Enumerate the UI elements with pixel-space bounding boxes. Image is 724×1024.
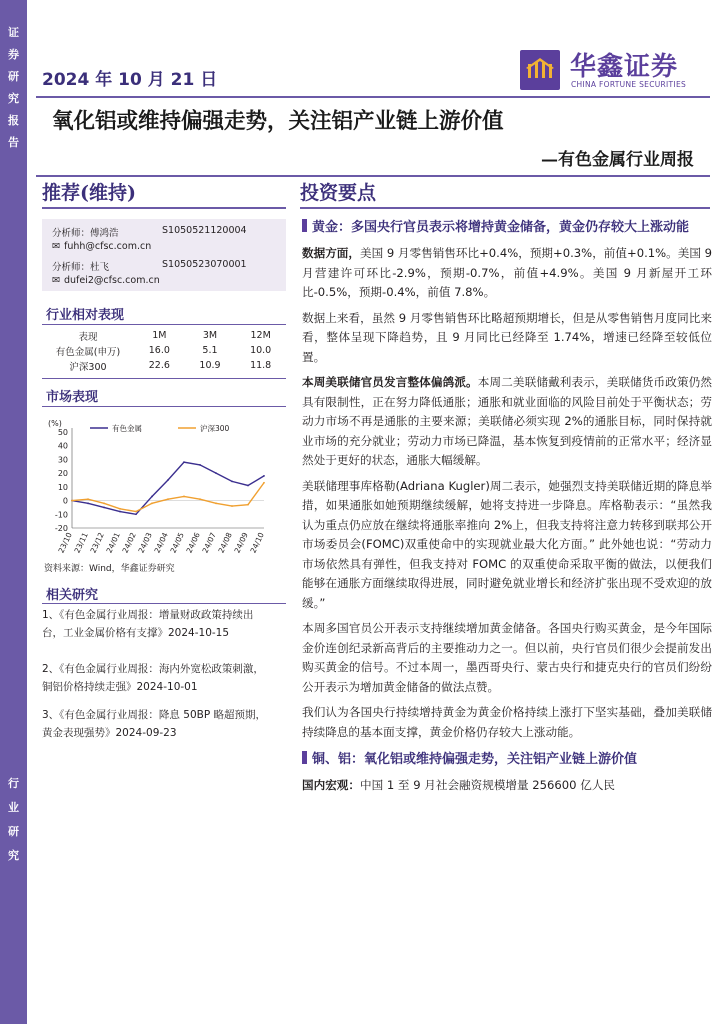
sidebar-char: 业 [8, 801, 19, 814]
related-item[interactable]: 3、《有色金属行业周报：降息 50BP 略超预期，黄金表现强势》2024-09-23 [42, 709, 267, 739]
y-tick-label: 0 [62, 496, 68, 506]
sidebar-label-top [5, 22, 22, 154]
x-tick-label: 23/11 [72, 531, 90, 555]
section-heading-gold: 黄金：多国央行官员表示将增持黄金储备，黄金仍存较大上涨动能 [302, 218, 712, 238]
heading-bar-icon [302, 751, 307, 764]
table-header-cell: 12M [250, 330, 271, 341]
data-point [119, 511, 121, 513]
data-point [167, 479, 169, 481]
sidebar-label-bottom [5, 772, 22, 868]
performance-table [42, 328, 286, 373]
company-name: 华鑫证券 [570, 52, 679, 82]
email-icon: ✉ [52, 241, 60, 252]
data-point [183, 496, 185, 498]
table-cell: 22.6 [148, 360, 170, 371]
data-point [231, 480, 233, 482]
section-gold [302, 218, 712, 796]
market-title: 市场表现 [46, 390, 99, 405]
data-point [167, 498, 169, 500]
x-tick-label: 23/12 [88, 531, 106, 555]
y-axis-label: (%) [48, 419, 62, 428]
analyst-name: 分析师：傅鸿浩 [52, 228, 119, 239]
sidebar-char: 研 [8, 825, 19, 838]
sidebar-char: 报 [8, 114, 19, 127]
x-tick-label: 24/09 [232, 531, 250, 555]
paragraph: 本周美联储官员发言整体偏鸽派。本周二美联储戴利表示，美联储货币政策仍然具有限制性，正在努力降低通胀；通胀和就业面临的风险目前处于平衡状态；劳动力市场不再是通胀的主要来源；美联储必须实现 2%的通胀目标，同时保持就业市场的充分就业；劳动力市场已降温，基本恢复到疫情前的正常水平；经济显然处于更好的状态，通胀大幅缓解。 [302, 375, 712, 467]
legend-label: 有色金属 [112, 424, 142, 433]
table-header-cell: 1M [152, 330, 167, 341]
y-tick-label: 30 [57, 455, 68, 465]
data-point [215, 472, 217, 474]
table-header-row [42, 328, 286, 343]
analyst-box [42, 219, 286, 291]
table-bottom-rule [42, 378, 286, 379]
x-tick-label: 24/04 [152, 531, 170, 555]
y-tick-label: 10 [57, 482, 68, 492]
table-cell: 11.8 [250, 360, 272, 371]
sidebar-char: 告 [8, 136, 19, 149]
data-point [71, 500, 73, 502]
data-point [103, 502, 105, 504]
data-point [135, 513, 137, 515]
data-point [151, 502, 153, 504]
report-subtitle: —有色金属行业周报 [541, 150, 694, 170]
company-name-en: CHINA FORTUNE SECURITIES [571, 80, 687, 89]
table-cell: 10.0 [250, 345, 272, 356]
heading-bar-icon [302, 219, 307, 232]
table-cell: 有色金属(申万) [55, 346, 121, 358]
table-cell: 沪深300 [69, 361, 107, 373]
market-divider [42, 406, 286, 407]
x-tick-label: 23/10 [56, 531, 74, 555]
analyst-id: S1050523070001 [162, 259, 247, 270]
email-icon: ✉ [52, 275, 60, 286]
table-row [42, 343, 286, 358]
analyst-email[interactable]: fuhh@cfsc.com.cn [64, 241, 152, 252]
sidebar-char: 证 [8, 26, 19, 39]
rating: 推荐(维持) [42, 182, 136, 204]
data-point [263, 475, 265, 477]
table-header-cell: 表现 [78, 331, 98, 343]
data-point [87, 498, 89, 500]
performance-title: 行业相对表现 [46, 308, 125, 323]
x-tick-label: 24/01 [104, 531, 122, 555]
table-cell: 5.1 [202, 345, 218, 356]
data-point [119, 508, 121, 510]
investment-highlights-underline [300, 207, 710, 209]
data-point [199, 498, 201, 500]
x-tick-label: 24/08 [216, 531, 234, 555]
company-logo-icon [520, 50, 560, 90]
related-title: 相关研究 [46, 588, 99, 603]
data-point [103, 507, 105, 509]
related-item[interactable]: 2、《有色金属行业周报：海内外宽松政策刺激，铜铝价格持续走强》2024-10-01 [42, 663, 264, 693]
sidebar-char: 究 [8, 849, 19, 862]
related-item[interactable]: 1、《有色金属行业周报：增量财政政策持续出台，工业金属价格有支撑》2024-10-15 [42, 609, 254, 639]
y-tick-label: -20 [54, 524, 68, 533]
table-header-cell: 3M [202, 330, 218, 341]
y-tick-label: 50 [57, 428, 68, 437]
paragraph: 美联储理事库格勒(Adriana Kugler)周二表示，她强烈支持美联储近期的降息举措，如果通胀如她预期继续缓解，她将支持进一步降息。库格勒表示：“虽然我认为重点仍应放在继续将通胀率推向 2%上，但我支持将注意力转移到联邦公开市场委员会(FOMC)双重使命中的实现就业最大化方面。” 此外她也说：“劳动力市场依然具有弹性，但我支持对 FOMC 的双重使命采取平衡的做法，以便我们能够在通胀方面继续取得进展，同时避免就业增长和经济扩张出现不受欢迎的放缓。” [302, 478, 712, 610]
investment-highlights-title: 投资要点 [300, 182, 377, 204]
x-tick-label: 24/06 [184, 531, 202, 555]
data-point [87, 502, 89, 504]
data-point [263, 482, 265, 484]
analyst-name: 分析师：杜飞 [52, 262, 110, 273]
data-point [183, 461, 185, 463]
x-tick-label: 24/10 [248, 531, 266, 555]
sidebar-char: 行 [8, 777, 19, 790]
analyst-email[interactable]: dufei2@cfsc.com.cn [64, 275, 160, 286]
table-row [42, 358, 286, 373]
legend-label: 沪深300 [200, 424, 230, 433]
sidebar-char: 究 [8, 92, 19, 105]
x-tick-label: 24/02 [120, 531, 138, 555]
x-tick-label: 24/05 [168, 531, 186, 555]
data-point [231, 505, 233, 507]
paragraph: 国内宏观：中国 1 至 9 月社会融资规模增量 256600 亿人民 [302, 778, 616, 792]
header-divider [36, 96, 710, 98]
y-tick-label: -10 [54, 510, 68, 520]
data-point [199, 464, 201, 466]
paragraph: 数据方面，美国 9 月零售销售环比+0.4%，预期+0.3%，前值+0.1%。美国 9 月营建许可环比-2.9%，预期-0.7%，前值+4.9%。美国 9 月新屋开工环比-0.5%，预期-0.4%，前值 7.8%。 [302, 246, 712, 299]
report-date: 2024 年 10 月 21 日 [42, 70, 218, 90]
table-cell: 16.0 [148, 345, 170, 356]
table-cell: 10.9 [199, 360, 221, 371]
x-tick-label: 24/07 [200, 531, 218, 555]
analyst-id: S1050521120004 [162, 225, 247, 236]
data-point [215, 502, 217, 504]
sidebar-char: 研 [8, 70, 19, 83]
data-point [247, 504, 249, 506]
data-point [135, 511, 137, 513]
title-divider [36, 175, 710, 177]
data-point [247, 485, 249, 487]
x-tick-label: 24/03 [136, 531, 154, 555]
chart-source: 资料来源：Wind，华鑫证券研究 [44, 564, 175, 574]
sidebar-char: 券 [8, 48, 19, 61]
related-divider [42, 603, 286, 604]
paragraph: 我们认为各国央行持续增持黄金为黄金价格持续上涨打下坚实基础，叠加美联储持续降息的基本面支撑，黄金价格仍存较大上涨动能。 [302, 705, 712, 739]
y-tick-label: 20 [57, 469, 68, 479]
data-point [151, 496, 153, 498]
section-heading-copper-aluminum: 铜、铝：氧化铝或维持偏强走势，关注铝产业链上游价值 [302, 750, 712, 770]
y-tick-label: 40 [57, 441, 68, 451]
paragraph: 本周多国官员公开表示支持继续增加黄金储备。各国央行购买黄金，是今年国际金价连创纪录新高背后的主要推动力之一。但以前，央行官员们很少会提前发出购买黄金的信号。不过本周一，墨西哥央行、蒙古央行和捷克央行的官员们纷纷公开表示为增加黄金储备的做法点赞。 [302, 621, 712, 694]
report-title: 氧化铝或维持偏强走势，关注铝产业链上游价值 [52, 109, 504, 134]
performance-divider [42, 324, 286, 325]
rating-underline [42, 207, 286, 209]
paragraph: 数据上来看，虽然 9 月零售销售环比略超预期增长，但是从零售销售月度同比来看，整体呈现下降趋势，且 9 月同比已经降至 1.74%，增速已经降至较低位置。 [302, 310, 712, 364]
